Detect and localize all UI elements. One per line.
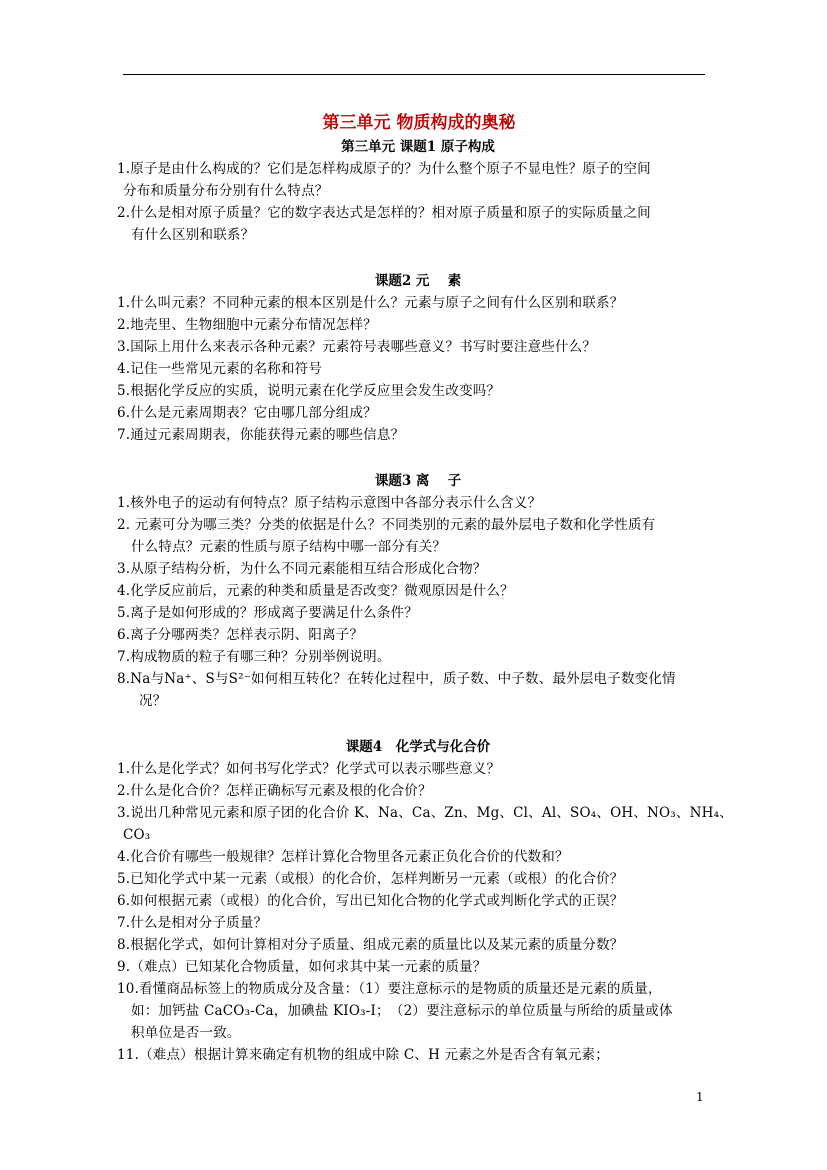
question-item: 4.化学反应前后，元素的种类和质量是否改变？微观原因是什么？ (117, 583, 514, 599)
question-item: 2.什么是相对原子质量？它的数字表达式是怎样的？相对原子质量和原子的实际质量之间 有什么区别和联系？ (117, 205, 651, 243)
question-item: 1.原子是由什么构成的？它们是怎样构成原子的？为什么整个原子不显电性？原子的空间 分布和质量分布分别有什么特点？ (117, 161, 651, 199)
question-item: 8.根据化学式，如何计算相对分子质量、组成元素的质量比以及某元素的质量分数？ (117, 937, 624, 953)
question-item: 5.已知化学式中某一元素（或根）的化合价，怎样判断另一元素（或根）的化合价？ (117, 871, 624, 887)
question-item: 2. 元素可分为哪三类？分类的依据是什么？不同类别的元素的最外层电子数和化学性质有 什么特点？元素的性质与原子结构中哪一部分有关？ (117, 517, 656, 555)
question-item: 4.记住一些常见元素的名称和符号 (117, 361, 323, 377)
question-item: 1.什么是化学式？如何书写化学式？化学式可以表示哪些意义？ (117, 761, 501, 777)
question-item: 7.通过元素周期表，你能获得元素的哪些信息？ (117, 427, 405, 443)
question-item: 5.根据化学反应的实质，说明元素在化学反应里会发生改变吗？ (117, 383, 501, 399)
section-heading: 课题2 元 素 (374, 273, 462, 289)
question-item: 3.国际上用什么来表示各种元素？元素符号表哪些意义？书写时要注意些什么？ (117, 339, 597, 355)
question-item: 9.（难点）已知某化合物质量，如何求其中某一元素的质量？ (117, 959, 487, 975)
question-item: 6.离子分哪两类？怎样表示阴、阳离子？ (117, 627, 364, 643)
question-item: 2.什么是化合价？怎样正确标写元素及根的化合价？ (117, 783, 432, 799)
document-body (117, 110, 733, 1066)
section-heading: 第三单元 课题1 原子构成 (341, 139, 495, 155)
question-item: 4.化合价有哪些一般规律？怎样计算化合物里各元素正负化合价的代数和？ (117, 849, 569, 865)
header-rule (123, 74, 705, 75)
question-item: 11.（难点）根据计算来确定有机物的组成中除 C、H 元素之外是否含有氧元素； (117, 1047, 609, 1063)
page-number: 1 (696, 1090, 704, 1104)
question-item: 2.地壳里、生物细胞中元素分布情况怎样？ (117, 317, 377, 333)
question-item: 6.如何根据元素（或根）的化合价，写出已知化合物的化学式或判断化学式的正误？ (117, 893, 624, 909)
question-item: 5.离子是如何形成的？形成离子要满足什么条件？ (117, 605, 418, 621)
section-heading: 课题3 离 子 (374, 473, 462, 489)
section-heading: 课题4 化学式与化合价 (345, 739, 491, 755)
question-item: 7.构成物质的粒子有哪三种？分别举例说明。 (117, 649, 391, 665)
question-item: 6.什么是元素周期表？它由哪几部分组成？ (117, 405, 377, 421)
question-item: 1.核外电子的运动有何特点？原子结构示意图中各部分表示什么含义？ (117, 495, 542, 511)
unit-title: 第三单元 物质构成的奥秘 (322, 113, 516, 133)
question-item: 7.什么是相对分子质量？ (117, 915, 268, 931)
question-item: 8.Na与Na⁺、S与S²⁻如何相互转化？在转化过程中，质子数、中子数、最外层电子数变化情 况？ (117, 671, 676, 709)
question-item: 3.说出几种常见元素和原子团的化合价 K、Na、Ca、Zn、Mg、Cl、Al、SO₄、OH、NO₃、NH₄、 CO₃ (117, 805, 733, 843)
question-item: 10.看懂商品标签上的物质成分及含量：（1）要注意标示的是物质的质量还是元素的质量， 如：加钙盐 CaCO₃-Ca，加碘盐 KIO₃-I； （2）要注意标示的单位质量与所给的质量或体 积单位是否一致。 (117, 981, 673, 1041)
question-item: 1.什么叫元素？不同种元素的根本区别是什么？元素与原子之间有什么区别和联系？ (117, 295, 624, 311)
question-item: 3.从原子结构分析，为什么不同元素能相互结合形成化合物？ (117, 561, 487, 577)
